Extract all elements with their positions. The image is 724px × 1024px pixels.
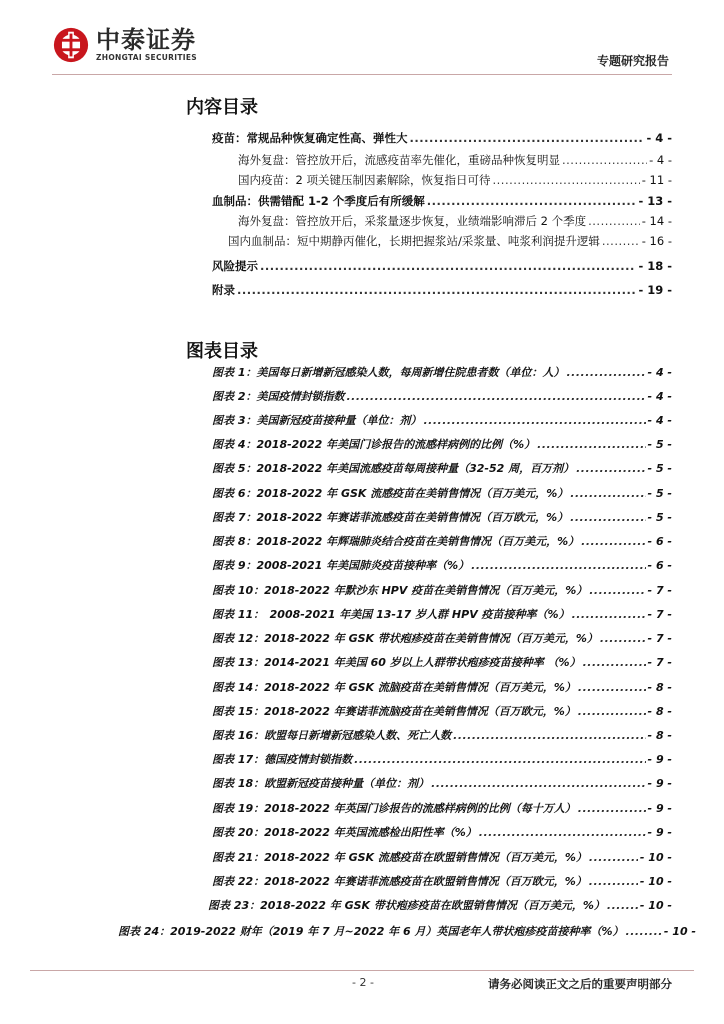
toc-entry-page: - 16 -: [641, 234, 672, 248]
figure-entry-text: 图表 3：美国新冠疫苗接种量（单位：剂）: [212, 414, 422, 427]
figure-entry-page: - 5 -: [647, 438, 672, 451]
figure-entry[interactable]: [212, 584, 672, 598]
figure-entry-page: - 5 -: [647, 462, 672, 475]
figure-entry-page: - 6 -: [647, 535, 672, 548]
zhongtai-logo-icon: [52, 26, 90, 64]
figure-entry[interactable]: [212, 656, 672, 670]
figure-entry-page: - 10 -: [663, 925, 696, 938]
figure-entry[interactable]: [212, 462, 672, 476]
figure-entry-page: - 9 -: [647, 826, 672, 839]
figure-entry-text: 图表 23：2018-2022 年 GSK 带状疱疹疫苗在欧盟销售情况（百万美元，%）: [208, 899, 605, 912]
toc-entry-text: 风险提示: [212, 259, 258, 273]
figure-entry[interactable]: [212, 535, 672, 549]
toc-entry-page: - 4 -: [646, 131, 672, 145]
figure-entry-text: 图表 8：2018-2022 年辉瑞肺炎结合疫苗在美销售情况（百万美元，%）: [212, 535, 580, 548]
figure-entry-page: - 4 -: [647, 390, 672, 403]
figure-entry[interactable]: [212, 487, 672, 501]
figure-entry[interactable]: [212, 753, 672, 767]
toc-entry-page: - 4 -: [649, 153, 672, 167]
figure-entry-text: 图表 18：欧盟新冠疫苗接种量（单位：剂）: [212, 777, 430, 790]
figure-entry-text: 图表 19：2018-2022 年英国门诊报告的流感样病例的比例（每十万人）: [212, 802, 576, 815]
toc-entry-page: - 19 -: [638, 283, 672, 297]
figure-entry-page: - 9 -: [647, 802, 672, 815]
figure-entry-page: - 8 -: [647, 705, 672, 718]
figure-entry-text: 图表 24：2019-2022 财年（2019 年 7 月~2022 年 6 月）英国老年人带状疱疹疫苗接种率（%）: [118, 925, 624, 938]
page-number: - 2 -: [352, 976, 374, 989]
figure-entry-page: - 9 -: [647, 753, 672, 766]
figure-entry[interactable]: [212, 632, 672, 646]
figure-entry-page: - 5 -: [647, 487, 672, 500]
figure-entry-text: 图表 12：2018-2022 年 GSK 带状疱疹疫苗在美销售情况（百万美元，%）: [212, 632, 598, 645]
figure-entry-text: 图表 15：2018-2022 年赛诺菲流脑疫苗在美销售情况（百万欧元，%）: [212, 705, 576, 718]
figure-entry-page: - 4 -: [647, 414, 672, 427]
figure-entry[interactable]: [212, 438, 672, 452]
figure-entry[interactable]: [212, 559, 672, 573]
figure-entry-page: - 8 -: [647, 681, 672, 694]
logo-english-name: ZHONGTAI SECURITIES: [96, 53, 197, 62]
toc-entry[interactable]: [212, 194, 672, 208]
logo-chinese-name: 中泰证券: [96, 26, 196, 54]
toc-entry-page: - 13 -: [638, 194, 672, 208]
toc-entry-page: - 18 -: [638, 259, 672, 273]
figure-entry[interactable]: [212, 681, 672, 695]
figure-entry-text: 图表 20：2018-2022 年英国流感检出阳性率（%）: [212, 826, 477, 839]
figure-entry-text: 图表 2：美国疫情封锁指数: [212, 390, 345, 403]
toc-entry-page: - 11 -: [641, 173, 672, 187]
figure-entry[interactable]: [212, 777, 672, 791]
figure-entry-text: 图表 17：德国疫情封锁指数: [212, 753, 353, 766]
toc-entry-text: 海外复盘：管控放开后，采浆量逐步恢复，业绩端影响滞后 2 个季度: [238, 214, 587, 228]
toc-entry[interactable]: [238, 153, 672, 167]
header-divider: [52, 74, 672, 75]
figure-entry-text: 图表 16：欧盟每日新增新冠感染人数、死亡人数: [212, 729, 452, 742]
figure-entry-text: 图表 4：2018-2022 年美国门诊报告的流感样病例的比例（%）: [212, 438, 536, 451]
figure-entry-page: - 7 -: [647, 584, 672, 597]
figure-entry-page: - 7 -: [647, 608, 672, 621]
figure-entry[interactable]: [212, 390, 672, 404]
figure-entry-page: - 10 -: [639, 875, 672, 888]
figure-entry[interactable]: [212, 875, 672, 889]
toc-entry[interactable]: [212, 131, 672, 145]
contents-title: 内容目录: [186, 97, 258, 118]
figure-entry-text: 图表 9：2008-2021 年美国肺炎疫苗接种率（%）: [212, 559, 470, 572]
toc-entry-text: 血制品：供需错配 1-2 个季度后有所缓解: [212, 194, 425, 208]
figure-entry-text: 图表 14：2018-2022 年 GSK 流脑疫苗在美销售情况（百万美元，%）: [212, 681, 576, 694]
figure-entry[interactable]: [212, 414, 672, 428]
figure-entry-text: 图表 10：2018-2022 年默沙东 HPV 疫苗在美销售情况（百万美元，%）: [212, 584, 588, 597]
toc-entry-page: - 14 -: [641, 214, 672, 228]
toc-entry-text: 国内疫苗：2 项关键压制因素解除，恢复指日可待: [238, 173, 491, 187]
figure-entry-text: 图表 22：2018-2022 年赛诺菲流感疫苗在欧盟销售情况（百万欧元，%）: [212, 875, 587, 888]
figure-entry[interactable]: [212, 826, 672, 840]
figure-entry-text: 图表 5：2018-2022 年美国流感疫苗每周接种量（32-52 周，百万剂）: [212, 462, 575, 475]
toc-entry-text: 海外复盘：管控放开后，流感疫苗率先催化，重磅品种恢复明显: [238, 153, 560, 167]
disclaimer-note: 请务必阅读正文之后的重要声明部分: [488, 977, 672, 991]
toc-entry[interactable]: [212, 283, 672, 297]
figure-entry-page: - 4 -: [647, 366, 672, 379]
figure-entry-page: - 7 -: [647, 656, 672, 669]
figure-entry-text: 图表 1：美国每日新增新冠感染人数，每周新增住院患者数（单位：人）: [212, 366, 565, 379]
figure-entry-text: 图表 7：2018-2022 年赛诺菲流感疫苗在美销售情况（百万欧元，%）: [212, 511, 569, 524]
figure-entry-page: - 10 -: [639, 851, 672, 864]
figure-entry[interactable]: [212, 802, 672, 816]
figure-entry[interactable]: [212, 511, 672, 525]
toc-entry-text: 附录: [212, 283, 235, 297]
toc-entry-text: 疫苗：常规品种恢复确定性高、弹性大: [212, 131, 408, 145]
footer-divider: [30, 970, 694, 971]
figure-entry-page: - 9 -: [647, 777, 672, 790]
figure-entry[interactable]: [212, 366, 672, 380]
figure-entry-page: - 6 -: [647, 559, 672, 572]
toc-entry[interactable]: [238, 214, 672, 228]
toc-entry[interactable]: [228, 234, 672, 248]
toc-entry-text: 国内血制品：短中期静丙催化，长期把握浆站/采浆量、吨浆利润提升逻辑: [228, 234, 600, 248]
figure-entry-page: - 7 -: [647, 632, 672, 645]
figure-entry[interactable]: [208, 899, 672, 913]
figure-entry-text: 图表 11： 2008-2021 年美国 13-17 岁人群 HPV 疫苗接种率（%）: [212, 608, 570, 621]
figure-entry-text: 图表 21：2018-2022 年 GSK 流感疫苗在欧盟销售情况（百万美元，%）: [212, 851, 587, 864]
figure-entry-text: 图表 13：2014-2021 年美国 60 岁以上人群带状疱疹疫苗接种率 （%）: [212, 656, 581, 669]
figure-entry[interactable]: [212, 729, 672, 743]
figure-entry[interactable]: [118, 925, 696, 939]
toc-entry[interactable]: [212, 259, 672, 273]
figure-entry-page: - 5 -: [647, 511, 672, 524]
figure-entry-page: - 10 -: [639, 899, 672, 912]
toc-entry[interactable]: [238, 173, 672, 187]
figure-entry[interactable]: [212, 851, 672, 865]
figure-entry[interactable]: [212, 705, 672, 719]
figures-title: 图表目录: [186, 341, 258, 362]
figure-entry[interactable]: [212, 608, 672, 622]
document-type: 专题研究报告: [596, 54, 669, 68]
company-logo: [52, 26, 197, 64]
figure-entry-page: - 8 -: [647, 729, 672, 742]
figure-entry-text: 图表 6：2018-2022 年 GSK 流感疫苗在美销售情况（百万美元，%）: [212, 487, 569, 500]
